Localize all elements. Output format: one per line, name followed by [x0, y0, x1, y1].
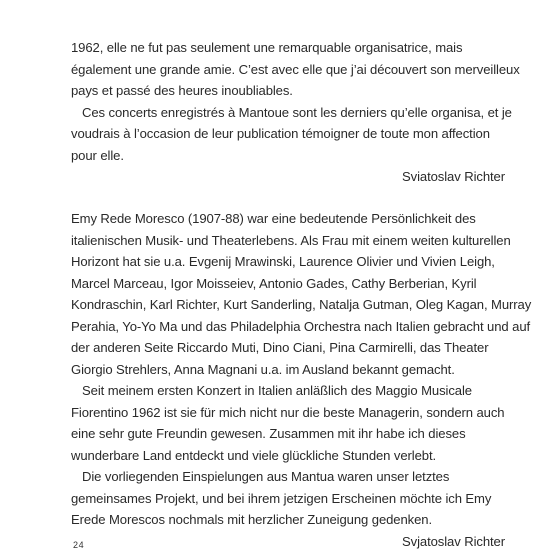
german-signature: Svjatoslav Richter [402, 533, 505, 549]
text-line: Die vorliegenden Einspielungen aus Mantua waren unser letztes [82, 469, 450, 484]
text-line: pour elle. [71, 147, 124, 163]
text-line: Emy Rede Moresco (1907-88) war eine bedeutende Persönlichkeit des [71, 211, 476, 226]
text-line: 1962, elle ne fut pas seulement une remarquable organisatrice, mais [71, 40, 463, 55]
page-number: 24 [73, 540, 85, 550]
text-line: Ces concerts enregistrés à Mantoue sont les derniers qu’elle organisa, et je [82, 104, 512, 120]
text-line: également une grande amie. C’est avec elle que j’ai découvert son merveilleux [71, 61, 520, 77]
text-line: eine sehr gute Freundin gewesen. Zusammen mit ihr habe ich dieses [71, 426, 466, 441]
text-line: wunderbare Land entdeckt und viele glückliche Stunden verlebt. [71, 447, 437, 463]
text-line: Fiorentino 1962 ist sie für mich nicht nur die beste Managerin, sondern auch [71, 404, 505, 420]
french-signature: Sviatoslav Richter [402, 169, 505, 184]
text-line: Seit meinem ersten Konzert in Italien anläßlich des Maggio Musicale [82, 383, 472, 398]
text-line: Erede Morescos nochmals mit herzlicher Zuneigung gedenken. [71, 512, 433, 527]
text-line: Marcel Marceau, Igor Moisseiev, Antonio Gades, Cathy Berberian, Kyril [71, 275, 477, 291]
text-line: Giorgio Strehlers, Anna Magnani u.a. im Ausland bekannt gemacht. [71, 361, 455, 377]
text-line: Horizont hat sie u.a. Evgenij Mrawinski, Laurence Olivier und Vivien Leigh, [71, 254, 495, 269]
text-line: italienischen Musik- und Theaterlebens. Als Frau mit einem weiten kulturellen [71, 232, 511, 248]
german-text-block [71, 208, 532, 552]
text-line: der anderen Seite Riccardo Muti, Dino Ciani, Pina Carmirelli, das Theater [71, 340, 489, 355]
text-line: pays et passé des heures inoubliables. [71, 83, 293, 98]
french-text-block [71, 37, 520, 188]
text-line: Kondraschin, Karl Richter, Kurt Sanderling, Natalja Gutman, Oleg Kagan, Murray [71, 297, 532, 312]
text-line: voudrais à l’occasion de leur publication témoigner de toute mon affection [71, 126, 490, 141]
text-line: gemeinsames Projekt, und bei ihrem jetzigen Erscheinen möchte ich Emy [71, 490, 492, 506]
text-line: Perahia, Yo-Yo Ma und das Philadelphia Orchestra nach Italien gebracht und auf [71, 318, 531, 334]
